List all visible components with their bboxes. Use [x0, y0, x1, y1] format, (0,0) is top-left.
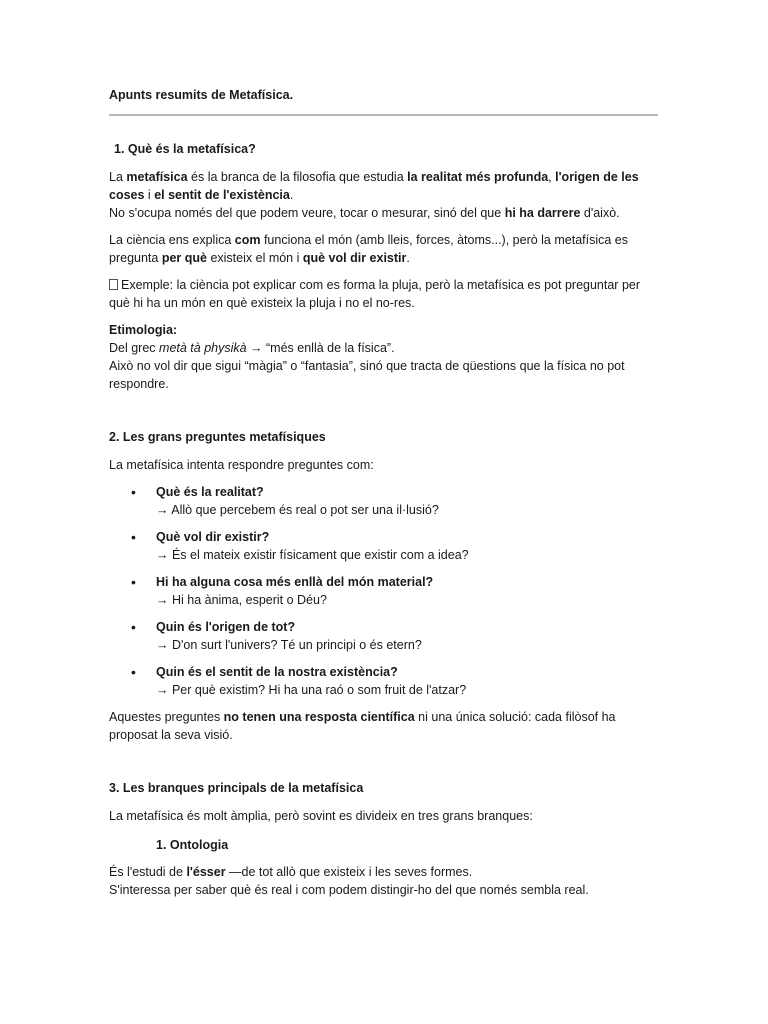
text-run: —de tot allò que existeix i les seves formes. [225, 865, 473, 879]
text-run: existeix el món i [206, 251, 303, 265]
bold-run: l'origen de les coses [109, 170, 639, 202]
text-run: És l'estudi de [109, 865, 187, 879]
text-run: funciona el món (amb lleis, forces, àtoms...), però la metafísica es pregunta [109, 233, 628, 265]
section-2-outro [109, 708, 658, 744]
document-body [109, 86, 658, 899]
section-1-paragraph-2 [109, 231, 658, 267]
text-run: Del grec [109, 341, 160, 355]
text-run: → “més enllà de la física”. [246, 341, 395, 355]
section-1-heading: 1. Què és la metafísica? [114, 142, 256, 156]
bold-run: la realitat més profunda [407, 170, 549, 184]
bold-run: què vol dir existir [302, 251, 407, 265]
section-3-heading: 3. Les branques principals de la metafísica [109, 781, 364, 795]
bullet-icon: • [131, 574, 136, 590]
question-item [109, 483, 658, 519]
ontologia-paragraph [109, 863, 658, 899]
etymology-paragraph [109, 321, 658, 393]
text-run: ni una única solució: cada filòsof ha proposat la seva visió. [109, 710, 616, 742]
question-answer: → Per què existim? Hi ha una raó o som fruit de l'atzar? [156, 683, 467, 697]
text-run: , [548, 170, 556, 184]
bold-run: hi ha darrere [504, 206, 581, 220]
italic-run: metà tà physikà [159, 341, 247, 355]
text-run: i [144, 188, 155, 202]
section-3-intro: La metafísica és molt àmplia, però sovint es divideix en tres grans branques: [109, 809, 533, 823]
question-answer: → D'on surt l'univers? Té un principi o és etern? [156, 638, 422, 652]
bullet-icon: • [131, 619, 136, 635]
question-item [109, 573, 658, 609]
question-text: Què vol dir existir? [156, 530, 270, 544]
text-run: La [109, 170, 127, 184]
question-answer: → Allò que percebem és real o pot ser una il·lusió? [156, 503, 439, 517]
question-item [109, 618, 658, 654]
bold-run: l'ésser [186, 865, 226, 879]
bold-run: el sentit de l'existència [154, 188, 290, 202]
question-answer: → És el mateix existir físicament que existir com a idea? [156, 548, 469, 562]
document-title: Apunts resumits de Metafísica. [109, 88, 294, 102]
text-run: . [289, 188, 294, 202]
question-item [109, 528, 658, 564]
missing-glyph-icon [109, 279, 118, 290]
etymology-label: Etimologia: [109, 323, 178, 337]
question-answer: → Hi ha ànima, esperit o Déu? [156, 593, 327, 607]
bold-run: per què [161, 251, 207, 265]
question-item [109, 663, 658, 699]
text-run: d'això. [580, 206, 620, 220]
bold-run: no tenen una resposta científica [223, 710, 415, 724]
text-run: és la branca de la filosofia que estudia [187, 170, 408, 184]
text-run: La ciència ens explica [109, 233, 235, 247]
question-text: Hi ha alguna cosa més enllà del món material? [156, 575, 434, 589]
bold-run: com [234, 233, 261, 247]
section-1-paragraph-1 [109, 168, 658, 222]
bullet-icon: • [131, 484, 136, 500]
text-run: Exemple: la ciència pot explicar com es forma la pluja, però la metafísica es pot preguntar per què hi ha un món en què existeix la pluja i no el no-res. [109, 278, 641, 310]
text-run: S'interessa per saber què és real i com podem distingir-ho del que només sembla real. [109, 883, 589, 897]
section-2-heading: 2. Les grans preguntes metafísiques [109, 430, 326, 444]
section-2-intro: La metafísica intenta respondre preguntes com: [109, 458, 374, 472]
subsection-ontologia-heading: 1. Ontologia [156, 838, 229, 852]
question-text: Què és la realitat? [156, 485, 264, 499]
bullet-icon: • [131, 529, 136, 545]
question-text: Quin és el sentit de la nostra existència? [156, 665, 398, 679]
text-run: . [406, 251, 410, 265]
text-run: Aquestes preguntes [109, 710, 224, 724]
bullet-icon: • [131, 664, 136, 680]
question-text: Quin és l'origen de tot? [156, 620, 296, 634]
text-run: Això no vol dir que sigui “màgia” o “fantasia”, sinó que tracta de qüestions que la física no pot respondre. [109, 359, 625, 391]
text-run: No s'ocupa només del que podem veure, tocar o mesurar, sinó del que [109, 206, 505, 220]
bold-run: metafísica [126, 170, 188, 184]
question-list [109, 483, 658, 699]
title-divider [109, 114, 658, 116]
example-paragraph [109, 276, 658, 312]
